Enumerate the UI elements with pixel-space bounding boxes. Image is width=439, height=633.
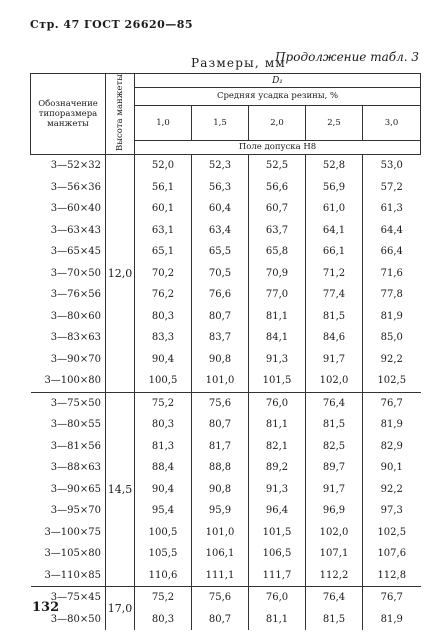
- page-number: 132: [32, 600, 60, 615]
- table-row: [31, 155, 421, 177]
- value-cell: 110,6: [135, 565, 192, 587]
- value-cell: 52,5: [249, 155, 306, 177]
- designation-cell: 3—80×50: [31, 609, 106, 631]
- value-cell: 102,0: [306, 370, 363, 392]
- value-cell: 82,9: [380, 440, 403, 452]
- value-cell: 52,0: [135, 155, 192, 177]
- continuation-label: Продолжение табл. 3: [275, 50, 419, 64]
- value-cell: 96,4: [249, 500, 306, 522]
- value-cell: 82,5: [306, 436, 363, 458]
- value-cell: 76,4: [306, 392, 363, 414]
- value-cell: 84,1: [249, 327, 306, 349]
- value-cell: 52,3: [192, 155, 249, 177]
- value-cell: 83,3: [135, 327, 192, 349]
- value-cell: 60,4: [192, 198, 249, 220]
- value-cell: 81,3: [135, 436, 192, 458]
- value-cell: 106,1: [192, 543, 249, 565]
- height-cell: 17,0: [106, 587, 135, 631]
- table-row: [31, 436, 421, 458]
- value-cell: 101,5: [249, 370, 306, 392]
- value-cell: 82,1: [249, 436, 306, 458]
- shrinkage-value-header: 2,5: [306, 105, 363, 140]
- table-row: [31, 500, 421, 522]
- table-row: [31, 370, 421, 392]
- value-cell: 65,8: [249, 241, 306, 263]
- value-cell: 91,7: [306, 479, 363, 501]
- table-row: [31, 479, 421, 501]
- dimensions-table: [30, 73, 421, 630]
- designation-cell: 3—88×63: [31, 457, 106, 479]
- table-row: [31, 565, 421, 587]
- value-cell: 52,8: [306, 155, 363, 177]
- table-row: [31, 306, 421, 328]
- value-cell: 95,4: [135, 500, 192, 522]
- value-cell: 90,1: [380, 462, 403, 474]
- value-cell: 80,7: [192, 414, 249, 436]
- shrinkage-value-header: 2,0: [249, 105, 306, 140]
- value-cell: 91,3: [249, 349, 306, 371]
- table-row: [31, 349, 421, 371]
- table-row: [31, 327, 421, 349]
- table-row: [31, 177, 421, 199]
- value-cell: 53,0: [363, 155, 421, 177]
- value-cell: 91,3: [249, 479, 306, 501]
- value-cell: 75,6: [192, 392, 249, 414]
- shrinkage-value-header: 3,0: [363, 105, 421, 140]
- designation-cell: 3—105×80: [31, 543, 106, 565]
- designation-cell: 3—65×45: [31, 241, 106, 263]
- value-cell: 89,7: [306, 457, 363, 479]
- value-cell: 71,6: [380, 267, 403, 279]
- table-row: [31, 220, 421, 242]
- designation-cell: 3—110×85: [31, 565, 106, 587]
- value-cell: 56,9: [306, 177, 363, 199]
- value-cell: 92,2: [380, 353, 403, 365]
- height-header: Высота манжеты: [106, 74, 135, 155]
- value-cell: 76,0: [249, 392, 306, 414]
- value-cell: 105,5: [135, 543, 192, 565]
- value-cell: 63,1: [135, 220, 192, 242]
- value-cell: 107,1: [306, 543, 363, 565]
- value-cell: 70,2: [135, 263, 192, 285]
- value-cell: 65,5: [192, 241, 249, 263]
- value-cell: 101,5: [249, 522, 306, 544]
- value-cell: 70,5: [192, 263, 249, 285]
- value-cell: 76,6: [192, 284, 249, 306]
- designation-cell: 3—83×63: [31, 327, 106, 349]
- value-cell: 76,2: [135, 284, 192, 306]
- value-cell: 106,5: [249, 543, 306, 565]
- value-cell: 81,9: [380, 310, 403, 322]
- value-cell: 92,2: [380, 483, 403, 495]
- value-cell: 111,1: [192, 565, 249, 587]
- value-cell: 75,2: [135, 392, 192, 414]
- value-cell: 61,0: [306, 198, 363, 220]
- value-cell: 89,2: [249, 457, 306, 479]
- value-cell: 64,4: [380, 224, 403, 236]
- table-row: [31, 414, 421, 436]
- designation-cell: 3—60×40: [31, 198, 106, 220]
- table-row: [31, 543, 421, 565]
- value-cell: 64,1: [306, 220, 363, 242]
- value-cell: 90,4: [135, 349, 192, 371]
- value-cell: 81,1: [249, 306, 306, 328]
- height-cell: 14,5: [106, 392, 135, 587]
- table-row: [31, 587, 421, 609]
- table-row: [31, 609, 421, 631]
- table-row: [31, 198, 421, 220]
- value-cell: 61,3: [380, 203, 403, 215]
- designation-cell: 3—75×45: [31, 587, 106, 609]
- value-cell: 90,4: [135, 479, 192, 501]
- value-cell: 88,4: [135, 457, 192, 479]
- value-cell: 80,3: [135, 414, 192, 436]
- page-header: Стр. 47 ГОСТ 26620—85: [30, 18, 194, 31]
- value-cell: 81,1: [249, 609, 306, 631]
- value-cell: 63,7: [249, 220, 306, 242]
- value-cell: 81,9: [380, 419, 403, 431]
- value-cell: 80,7: [192, 306, 249, 328]
- value-cell: 91,7: [306, 349, 363, 371]
- designation-cell: 3—76×56: [31, 284, 106, 306]
- value-cell: 88,8: [192, 457, 249, 479]
- table-row: [31, 263, 421, 285]
- value-cell: 102,5: [377, 526, 407, 538]
- designation-cell: 3—90×65: [31, 479, 106, 501]
- value-cell: 97,3: [380, 505, 403, 517]
- designation-cell: 3—95×70: [31, 500, 106, 522]
- value-cell: 102,5: [377, 375, 407, 387]
- value-cell: 80,7: [192, 609, 249, 631]
- value-cell: 56,6: [249, 177, 306, 199]
- designation-cell: 3—81×56: [31, 436, 106, 458]
- value-cell: 85,0: [380, 332, 403, 344]
- value-cell: 111,7: [249, 565, 306, 587]
- table-row: [31, 457, 421, 479]
- designation-cell: 3—90×70: [31, 349, 106, 371]
- value-cell: 102,0: [306, 522, 363, 544]
- value-cell: 76,7: [363, 587, 421, 609]
- value-cell: 66,1: [306, 241, 363, 263]
- units-label: Размеры, мм: [191, 56, 286, 70]
- value-cell: 60,7: [249, 198, 306, 220]
- designation-cell: 3—100×80: [31, 370, 106, 392]
- designation-cell: 3—52×32: [31, 155, 106, 177]
- value-cell: 90,8: [192, 479, 249, 501]
- value-cell: 56,3: [192, 177, 249, 199]
- table-row: [31, 522, 421, 544]
- value-cell: 81,9: [380, 613, 403, 625]
- value-cell: 66,4: [380, 246, 403, 258]
- value-cell: 70,9: [249, 263, 306, 285]
- value-cell: 56,1: [135, 177, 192, 199]
- tolerance-header: Поле допуска H8: [135, 140, 421, 154]
- shrinkage-value-header: 1,5: [192, 105, 249, 140]
- value-cell: 83,7: [192, 327, 249, 349]
- table-row: [31, 392, 421, 414]
- designation-cell: 3—56×36: [31, 177, 106, 199]
- value-cell: 95,9: [192, 500, 249, 522]
- designation-cell: 3—63×43: [31, 220, 106, 242]
- table-row: [31, 241, 421, 263]
- value-cell: 101,0: [192, 522, 249, 544]
- shrinkage-value-header: 1,0: [135, 105, 192, 140]
- value-cell: 100,5: [135, 370, 192, 392]
- value-cell: 81,1: [249, 414, 306, 436]
- value-cell: 81,5: [306, 414, 363, 436]
- value-cell: 100,5: [135, 522, 192, 544]
- value-cell: 96,9: [306, 500, 363, 522]
- value-cell: 60,1: [135, 198, 192, 220]
- designation-cell: 3—75×50: [31, 392, 106, 414]
- value-cell: 101,0: [192, 370, 249, 392]
- value-cell: 77,8: [380, 289, 403, 301]
- value-cell: 77,0: [249, 284, 306, 306]
- value-cell: 76,0: [249, 587, 306, 609]
- value-cell: 81,5: [306, 609, 363, 631]
- height-cell: 12,0: [106, 155, 135, 393]
- value-cell: 75,6: [192, 587, 249, 609]
- designation-cell: 3—80×60: [31, 306, 106, 328]
- d1-header: D₁: [135, 74, 421, 88]
- value-cell: 112,8: [377, 569, 407, 581]
- value-cell: 77,4: [306, 284, 363, 306]
- value-cell: 65,1: [135, 241, 192, 263]
- designation-cell: 3—70×50: [31, 263, 106, 285]
- shrinkage-header: Средняя усадка резины, %: [135, 88, 421, 106]
- designation-cell: 3—100×75: [31, 522, 106, 544]
- value-cell: 90,8: [192, 349, 249, 371]
- value-cell: 75,2: [135, 587, 192, 609]
- designation-header: Обозначение типоразмера манжеты: [31, 74, 106, 155]
- value-cell: 84,6: [306, 327, 363, 349]
- value-cell: 71,2: [306, 263, 363, 285]
- value-cell: 76,7: [363, 392, 421, 414]
- value-cell: 112,2: [306, 565, 363, 587]
- value-cell: 81,5: [306, 306, 363, 328]
- value-cell: 81,7: [192, 436, 249, 458]
- value-cell: 80,3: [135, 609, 192, 631]
- designation-cell: 3—80×55: [31, 414, 106, 436]
- value-cell: 80,3: [135, 306, 192, 328]
- value-cell: 76,4: [306, 587, 363, 609]
- value-cell: 57,2: [380, 181, 403, 193]
- value-cell: 107,6: [377, 548, 407, 560]
- value-cell: 63,4: [192, 220, 249, 242]
- table-row: [31, 284, 421, 306]
